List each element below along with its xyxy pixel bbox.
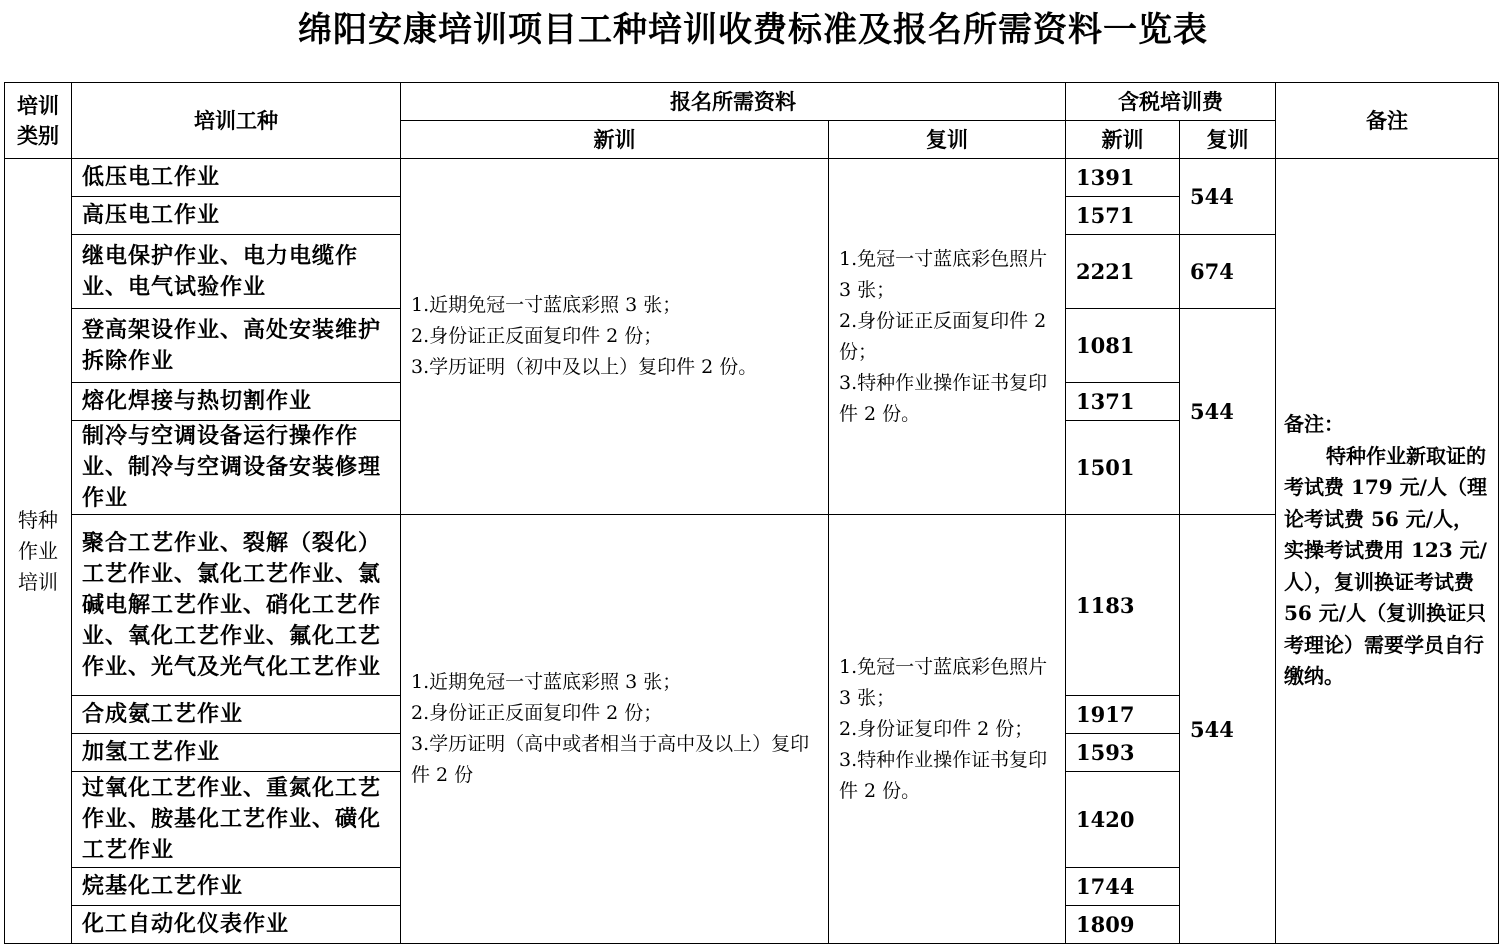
fee-table — [4, 82, 1499, 944]
header-materials-renew: 复训 — [829, 121, 1066, 159]
header-remark: 备注 — [1276, 83, 1499, 159]
fee-new-cell: 1183 — [1066, 515, 1180, 696]
job-cell: 登高架设作业、高处安装维护拆除作业 — [72, 309, 401, 383]
header-fee-new: 新训 — [1066, 121, 1180, 159]
page-title: 绵阳安康培训项目工种培训收费标准及报名所需资料一览表 — [298, 10, 1208, 50]
fee-renew-cell: 544 — [1180, 309, 1276, 515]
remark-cell: 备注： 特种作业新取证的考试费 179 元/人（理论考试费 56 元/人，实操考试费用 123 元/人），复训换证考试费 56 元/人（复训换证只考理论）需要学员自行缴纳。 — [1276, 159, 1499, 944]
fee-renew-cell: 544 — [1180, 159, 1276, 235]
docs-renew-group1: 1.免冠一寸蓝底彩色照片 3 张； 2.身份证正反面复印件 2 份； 3.特种作业操作证书复印件 2 份。 — [829, 159, 1066, 515]
job-cell: 聚合工艺作业、裂解（裂化）工艺作业、氯化工艺作业、氯碱电解工艺作业、硝化工艺作业、氧化工艺作业、氟化工艺作业、光气及光气化工艺作业 — [72, 515, 401, 696]
job-cell: 合成氨工艺作业 — [72, 696, 401, 734]
header-materials: 报名所需资料 — [401, 83, 1066, 121]
job-cell: 熔化焊接与热切割作业 — [72, 383, 401, 421]
header-category: 培训类别 — [5, 83, 72, 159]
fee-new-cell: 1501 — [1066, 421, 1180, 515]
job-cell: 加氢工艺作业 — [72, 734, 401, 772]
fee-new-cell: 1371 — [1066, 383, 1180, 421]
fee-new-cell: 1081 — [1066, 309, 1180, 383]
docs-new-group1: 1.近期免冠一寸蓝底彩照 3 张； 2.身份证正反面复印件 2 份； 3.学历证明（初中及以上）复印件 2 份。 — [401, 159, 829, 515]
job-cell: 烷基化工艺作业 — [72, 868, 401, 906]
fee-new-cell: 1391 — [1066, 159, 1180, 197]
fee-new-cell: 1571 — [1066, 197, 1180, 235]
fee-new-cell: 1917 — [1066, 696, 1180, 734]
docs-renew-group2: 1.免冠一寸蓝底彩色照片 3 张； 2.身份证复印件 2 份； 3.特种作业操作证书复印件 2 份。 — [829, 515, 1066, 944]
fee-new-cell: 1809 — [1066, 906, 1180, 944]
fee-new-cell: 2221 — [1066, 235, 1180, 309]
header-fee-renew: 复训 — [1180, 121, 1276, 159]
job-cell: 制冷与空调设备运行操作作业、制冷与空调设备安装修理作业 — [72, 421, 401, 515]
header-materials-new: 新训 — [401, 121, 829, 159]
job-cell: 过氧化工艺作业、重氮化工艺作业、胺基化工艺作业、磺化工艺作业 — [72, 772, 401, 868]
job-cell: 低压电工作业 — [72, 159, 401, 197]
category-cell: 特种作业培训 — [5, 159, 72, 944]
header-fee: 含税培训费 — [1066, 83, 1276, 121]
job-cell: 化工自动化仪表作业 — [72, 906, 401, 944]
job-cell: 继电保护作业、电力电缆作业、电气试验作业 — [72, 235, 401, 309]
fee-renew-cell: 544 — [1180, 515, 1276, 944]
fee-new-cell: 1593 — [1066, 734, 1180, 772]
job-cell: 高压电工作业 — [72, 197, 401, 235]
docs-new-group2: 1.近期免冠一寸蓝底彩照 3 张； 2.身份证正反面复印件 2 份； 3.学历证明（高中或者相当于高中及以上）复印件 2 份 — [401, 515, 829, 944]
fee-new-cell: 1744 — [1066, 868, 1180, 906]
header-job-type: 培训工种 — [72, 83, 401, 159]
fee-renew-cell: 674 — [1180, 235, 1276, 309]
fee-new-cell: 1420 — [1066, 772, 1180, 868]
